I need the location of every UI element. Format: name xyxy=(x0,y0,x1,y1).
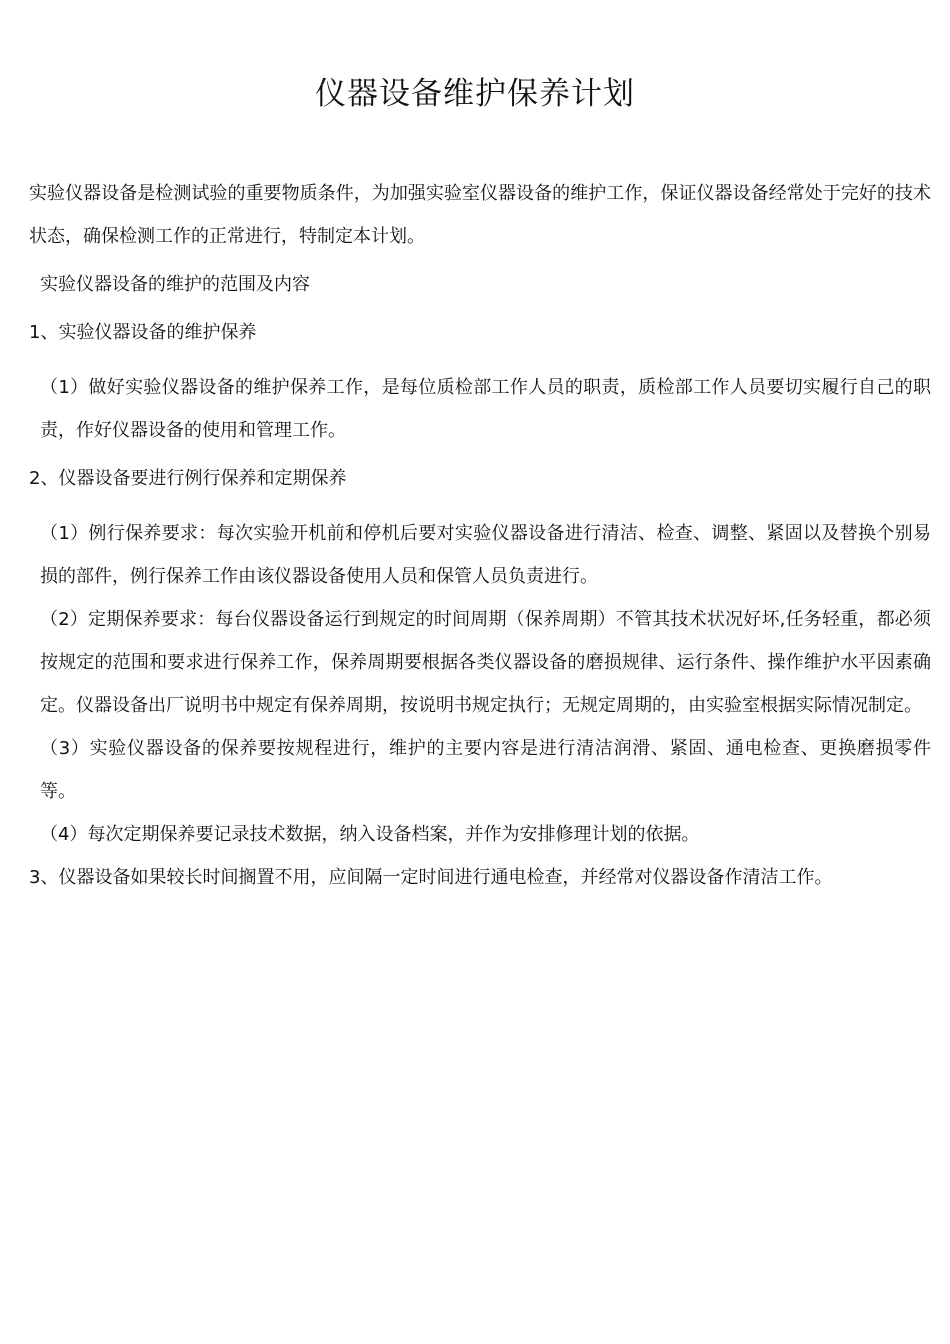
section-1-heading: 1、实验仪器设备的维护保养 xyxy=(29,322,257,343)
scope-heading: 实验仪器设备的维护的范围及内容 xyxy=(40,274,310,295)
section-2-item-3: （3）实验仪器设备的保养要按规程进行，维护的主要内容是进行清洁润滑、紧固、通电检查、更换磨损零件等。 xyxy=(40,738,931,802)
section-1-item-1: （1）做好实验仪器设备的维护保养工作，是每位质检部工作人员的职责，质检部工作人员要切实履行自己的职责，作好仪器设备的使用和管理工作。 xyxy=(40,377,931,441)
section-2-item-1: （1）例行保养要求：每次实验开机前和停机后要对实验仪器设备进行清洁、检查、调整、紧固以及替换个别易损的部件，例行保养工作由该仪器设备使用人员和保管人员负责进行。 xyxy=(40,523,931,587)
section-3-paragraph: 3、仪器设备如果较长时间搁置不用，应间隔一定时间进行通电检查，并经常对仪器设备作清洁工作。 xyxy=(29,867,833,888)
section-2-item-4: （4）每次定期保养要记录技术数据，纳入设备档案，并作为安排修理计划的依据。 xyxy=(40,824,700,845)
section-2-heading: 2、仪器设备要进行例行保养和定期保养 xyxy=(29,468,347,489)
document-title: 仪器设备维护保养计划 xyxy=(315,76,635,112)
section-2-item-2: （2）定期保养要求：每台仪器设备运行到规定的时间周期（保养周期）不管其技术状况好坏,任务轻重，都必须按规定的范围和要求进行保养工作，保养周期要根据各类仪器设备的磨损规律、运行条件、操作维护水平因素确定。仪器设备出厂说明书中规定有保养周期，按说明书规定执行；无规定周期的，由实验室根据实际情况制定。 xyxy=(40,609,931,716)
document-body xyxy=(29,172,931,899)
intro-paragraph: 实验仪器设备是检测试验的重要物质条件，为加强实验室仪器设备的维护工作，保证仪器设备经常处于完好的技术状态，确保检测工作的正常进行，特制定本计划。 xyxy=(29,183,931,247)
